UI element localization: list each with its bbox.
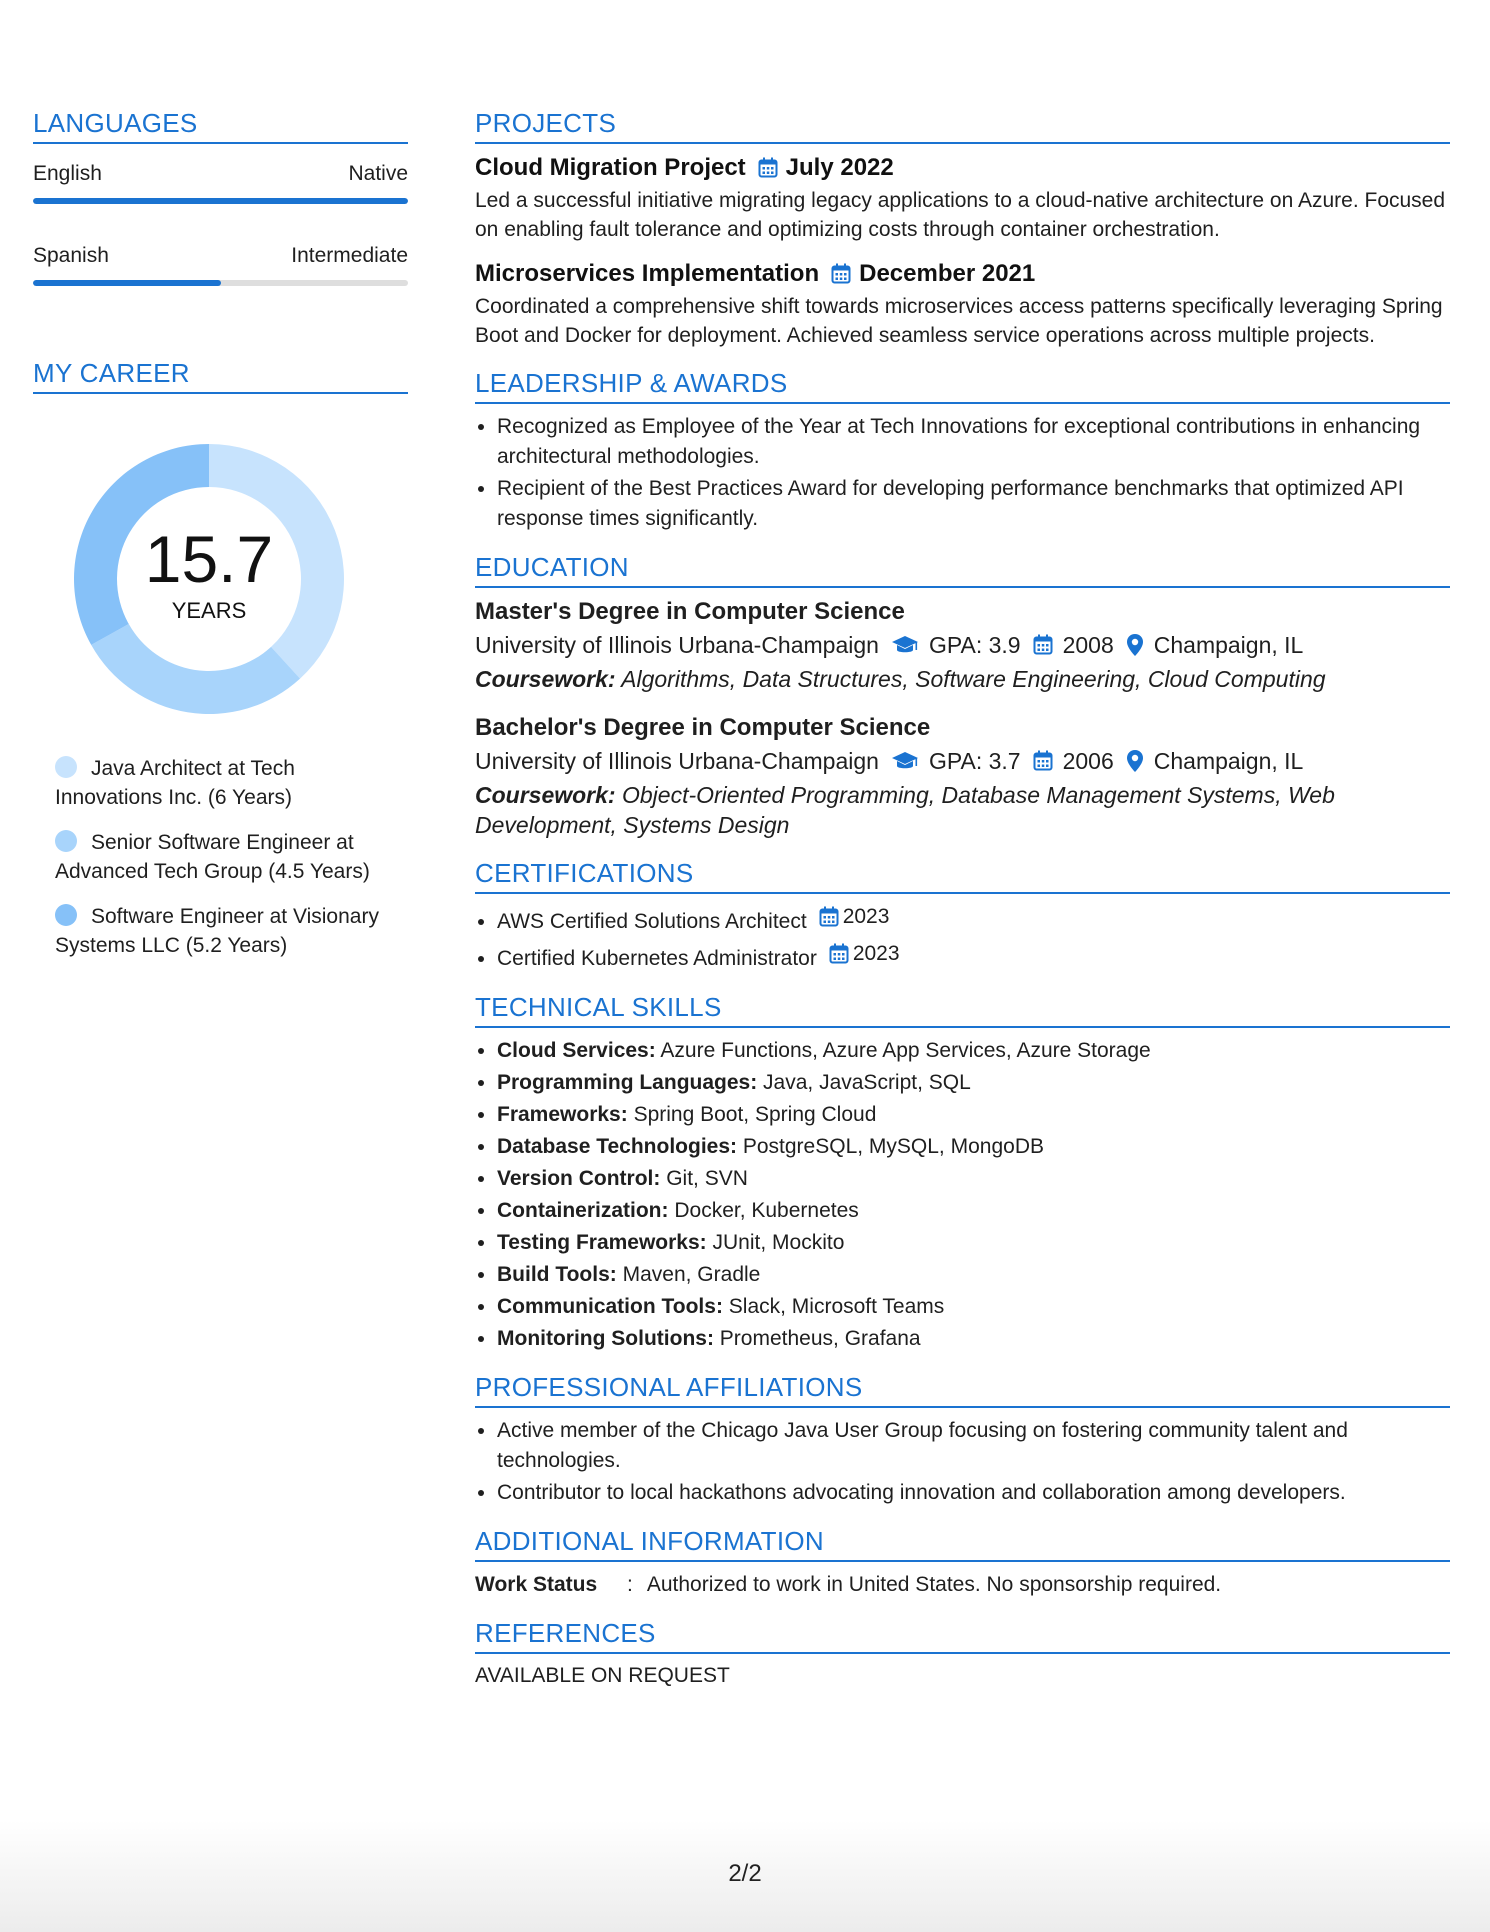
coursework [475, 664, 1450, 694]
school-name: University of Illinois Urbana-Champaign [475, 748, 879, 774]
projects-section [475, 108, 1450, 350]
language-bar [33, 198, 408, 204]
skill-category: Database Technologies: [497, 1135, 738, 1158]
leadership-section [475, 368, 1450, 534]
references-title: REFERENCES [475, 1618, 1450, 1654]
skill-category: Build Tools: [497, 1263, 617, 1286]
skill-category: Frameworks: [497, 1103, 628, 1126]
calendar-icon [831, 263, 851, 285]
skill-values: Git, SVN [666, 1167, 748, 1190]
references-text: AVAILABLE ON REQUEST [475, 1664, 730, 1687]
career-title: MY CAREER [33, 358, 408, 394]
leadership-item: • Recognized as Employee of the Year at Tech Innovations for exceptional contributions in enhancing architectural methodologies. [497, 412, 1450, 472]
career-item [55, 754, 385, 812]
calendar-icon [1033, 750, 1053, 772]
coursework-text: Algorithms, Data Structures, Software Engineering, Cloud Computing [621, 666, 1326, 692]
skill-item [497, 1292, 1450, 1322]
skill-values: Slack, Microsoft Teams [728, 1295, 945, 1318]
donut-slice [91, 624, 300, 714]
additional-title: ADDITIONAL INFORMATION [475, 1526, 1450, 1562]
work-status-key: Work Status [475, 1573, 598, 1596]
career-item-label: Software Engineer at Visionary Systems LLC (5.2 Years) [55, 905, 379, 957]
career-item [55, 828, 385, 886]
career-donut-chart [74, 444, 344, 714]
degree-title: Master's Degree in Computer Science [475, 598, 905, 625]
education-section [475, 552, 1450, 840]
skill-values: PostgreSQL, MySQL, MongoDB [742, 1135, 1044, 1158]
degree-title: Bachelor's Degree in Computer Science [475, 714, 931, 741]
school-name: University of Illinois Urbana-Champaign [475, 632, 879, 658]
career-item-label: Senior Software Engineer at Advanced Tech Group (4.5 Years) [55, 831, 370, 883]
skill-category: Cloud Services: [497, 1039, 656, 1062]
education-year: 2008 [1062, 632, 1114, 658]
language-name: Spanish [33, 244, 109, 267]
skill-item [497, 1260, 1450, 1290]
education-year: 2006 [1062, 748, 1114, 774]
language-bar-fill [33, 198, 408, 204]
language-item [33, 160, 408, 204]
education-location: Champaign, IL [1153, 632, 1304, 658]
project-date: July 2022 [785, 154, 894, 181]
certifications-section [475, 858, 1450, 974]
project-date: December 2021 [859, 260, 1036, 287]
skill-item [497, 1036, 1450, 1066]
work-status-row [475, 1570, 1450, 1600]
legend-dot-icon [55, 830, 77, 852]
project-item [475, 152, 1450, 244]
certification-year: 2023 [842, 905, 890, 928]
location-pin-icon [1126, 749, 1144, 773]
project-description: Coordinated a comprehensive shift towards microservices access patterns specifically leveraging Spring Boot and Docker for deployment. Achieved seamless service operations across multiple projects. [475, 295, 1443, 347]
certification-year: 2023 [852, 942, 900, 965]
skill-category: Version Control: [497, 1167, 661, 1190]
calendar-icon [758, 157, 778, 179]
additional-section [475, 1526, 1450, 1600]
gpa: GPA: 3.9 [928, 632, 1021, 658]
project-name: Microservices Implementation [475, 260, 820, 287]
skill-values: Docker, Kubernetes [674, 1199, 859, 1222]
skill-item [497, 1196, 1450, 1226]
project-item [475, 258, 1450, 350]
coursework-label: Coursework: [475, 666, 616, 692]
language-bar-fill [33, 280, 221, 286]
career-item-label: Java Architect at Tech Innovations Inc. (6 Years) [55, 757, 295, 809]
certification-name: AWS Certified Solutions Architect [497, 910, 807, 933]
skill-item [497, 1228, 1450, 1258]
languages-title: LANGUAGES [33, 108, 408, 144]
skills-list [475, 1036, 1450, 1354]
legend-dot-icon [55, 904, 77, 926]
skill-category: Programming Languages: [497, 1071, 758, 1094]
skills-section [475, 992, 1450, 1354]
coursework-text: Object-Oriented Programming, Database Management Systems, Web Development, Systems Design [475, 782, 1335, 838]
career-years-label: YEARS [171, 598, 247, 623]
projects-title: PROJECTS [475, 108, 1450, 144]
work-status-separator: : [627, 1573, 633, 1596]
language-bar [33, 280, 408, 286]
skill-values: Spring Boot, Spring Cloud [633, 1103, 877, 1126]
location-pin-icon [1126, 633, 1144, 657]
graduation-cap-icon [891, 750, 919, 772]
skill-category: Communication Tools: [497, 1295, 723, 1318]
language-item [33, 242, 408, 286]
certification-item [497, 902, 1450, 937]
project-description: Led a successful initiative migrating legacy applications to a cloud-native architecture on Azure. Focused on enabling fault tolerance and optimizing costs through container orchestration. [475, 189, 1446, 241]
language-name: English [33, 162, 102, 185]
affiliation-item: • Contributor to local hackathons advocating innovation and collaboration among developers. [497, 1478, 1450, 1508]
education-item [475, 596, 1450, 694]
gpa: GPA: 3.7 [928, 748, 1021, 774]
affiliations-title: PROFESSIONAL AFFILIATIONS [475, 1372, 1450, 1408]
certification-item [497, 939, 1450, 974]
page-number: 2/2 [728, 1860, 762, 1887]
coursework-label: Coursework: [475, 782, 616, 808]
certifications-title: CERTIFICATIONS [475, 858, 1450, 894]
language-level: Native [348, 162, 408, 185]
skill-values: JUnit, Mockito [712, 1231, 845, 1254]
references-section [475, 1618, 1450, 1688]
career-total-years: 15.7 [144, 522, 274, 596]
skills-title: TECHNICAL SKILLS [475, 992, 1450, 1028]
skill-values: Prometheus, Grafana [719, 1327, 921, 1350]
certification-name: Certified Kubernetes Administrator [497, 947, 817, 970]
skill-item [497, 1068, 1450, 1098]
career-item [55, 902, 385, 960]
right-column [475, 108, 1450, 1706]
skill-category: Testing Frameworks: [497, 1231, 707, 1254]
skill-item [497, 1164, 1450, 1194]
career-list [55, 754, 385, 960]
language-level: Intermediate [291, 244, 408, 267]
skill-category: Containerization: [497, 1199, 669, 1222]
education-title: EDUCATION [475, 552, 1450, 588]
skill-category: Monitoring Solutions: [497, 1327, 714, 1350]
calendar-icon [819, 906, 839, 928]
project-name: Cloud Migration Project [475, 154, 746, 181]
legend-dot-icon [55, 756, 77, 778]
calendar-icon [1033, 634, 1053, 656]
left-column [33, 108, 408, 976]
skill-values: Java, JavaScript, SQL [763, 1071, 971, 1094]
graduation-cap-icon [891, 634, 919, 656]
skill-item [497, 1100, 1450, 1130]
calendar-icon [829, 943, 849, 965]
skill-item [497, 1324, 1450, 1354]
career-section [33, 358, 408, 960]
skill-values: Azure Functions, Azure App Services, Azure Storage [660, 1039, 1151, 1062]
leadership-title: LEADERSHIP & AWARDS [475, 368, 1450, 404]
leadership-item: • Recipient of the Best Practices Award for developing performance benchmarks that optimized API response times significantly. [497, 474, 1450, 534]
affiliation-item: • Active member of the Chicago Java User Group focusing on fostering community talent and technologies. [497, 1416, 1450, 1476]
coursework [475, 780, 1450, 840]
work-status-value: Authorized to work in United States. No sponsorship required. [646, 1573, 1222, 1596]
languages-section [33, 108, 408, 286]
education-location: Champaign, IL [1153, 748, 1304, 774]
education-item [475, 712, 1450, 840]
skill-item [497, 1132, 1450, 1162]
skill-values: Maven, Gradle [622, 1263, 761, 1286]
affiliations-section [475, 1372, 1450, 1508]
